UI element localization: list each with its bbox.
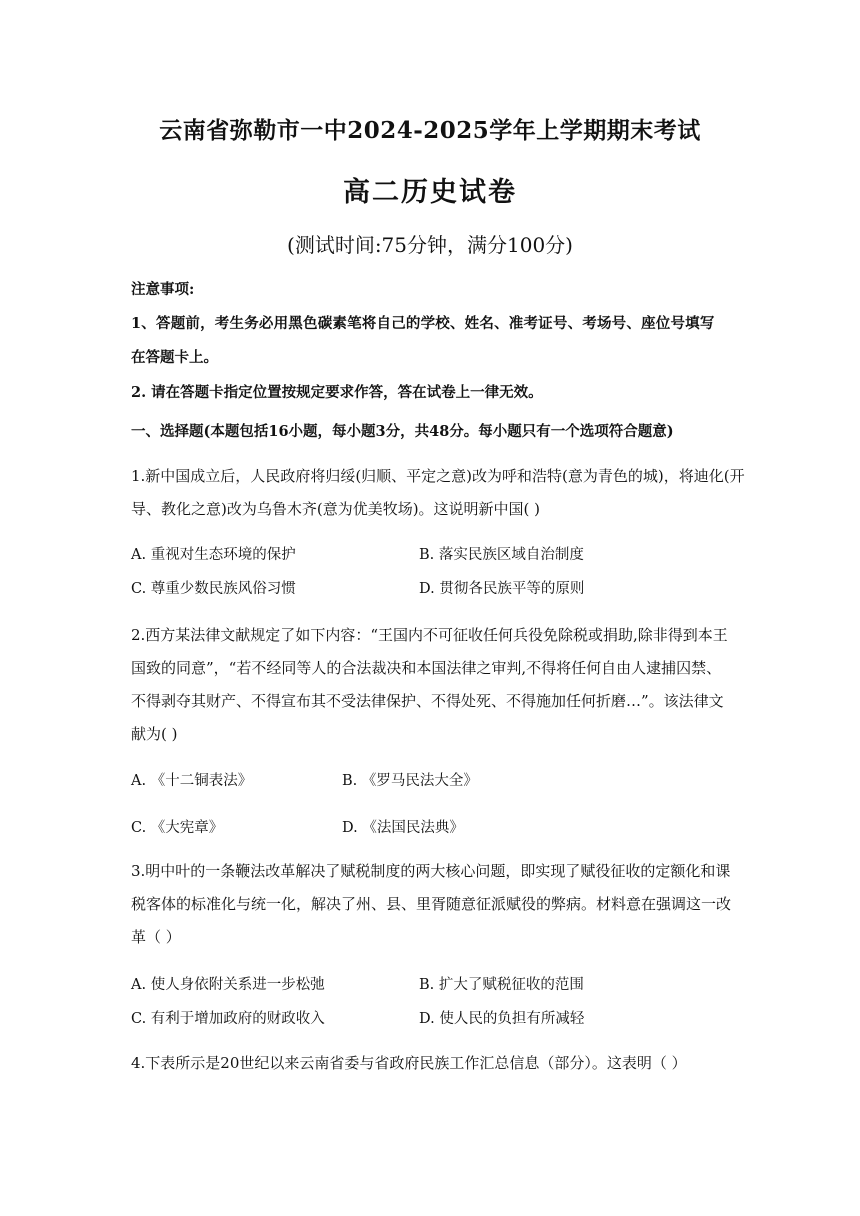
exam-subtitle: 高二历史试卷 — [343, 177, 517, 208]
question-1-option-a: A. 重视对生态环境的保护 — [131, 547, 296, 563]
notice-item-2: 2. 请在答题卡指定位置按规定要求作答，答在试卷上一律无效。 — [131, 384, 543, 401]
question-2-line-1: 2.西方某法律文献规定了如下内容：“王国内不可征收任何兵役免除税或捐助,除非得到本王 — [131, 626, 728, 644]
question-2-option-c: C. 《大宪章》 — [131, 820, 224, 836]
notice-item-1-line-1: 1、答题前，考生务必用黑色碳素笔将自己的学校、姓名、准考证号、考场号、座位号填写 — [131, 315, 715, 332]
exam-time-note: (测试时间:75分钟，满分100分) — [287, 233, 573, 257]
question-3-option-c: C. 有利于增加政府的财政收入 — [131, 1011, 325, 1027]
question-3-option-a: A. 使人身依附关系进一步松弛 — [131, 977, 325, 993]
question-1-option-b: B. 落实民族区域自治制度 — [419, 547, 584, 563]
question-4-line-1: 4.下表所示是20世纪以来云南省委与省政府民族工作汇总信息（部分）。这表明（ ） — [131, 1054, 687, 1072]
question-1-option-c: C. 尊重少数民族风俗习惯 — [131, 581, 296, 597]
question-2-line-2: 国致的同意”，“若不经同等人的合法裁决和本国法律之审判,不得将任何自由人逮捕囚禁、 — [131, 659, 722, 677]
question-1-line-1: 1.新中国成立后，人民政府将归绥(归顺、平定之意)改为呼和浩特(意为青色的城)，将迪化(开 — [131, 467, 745, 485]
question-1-line-2: 导、教化之意)改为乌鲁木齐(意为优美牧场)。这说明新中国( ) — [131, 500, 541, 518]
section-heading: 一、选择题(本题包括16小题，每小题3分，共48分。每小题只有一个选项符合题意) — [131, 423, 674, 440]
notice-heading: 注意事项: — [131, 281, 195, 298]
question-3-line-2: 税客体的标准化与统一化，解决了州、县、里胥随意征派赋役的弊病。材料意在强调这一改 — [131, 895, 732, 913]
question-3-option-d: D. 使人民的负担有所减轻 — [419, 1011, 585, 1027]
question-2-option-a: A. 《十二铜表法》 — [131, 773, 253, 789]
exam-title: 云南省弥勒市一中2024-2025学年上学期期末考试 — [159, 117, 701, 144]
question-3-line-1: 3.明中叶的一条鞭法改革解决了赋税制度的两大核心问题，即实现了赋役征收的定额化和课 — [131, 862, 731, 880]
question-1-option-d: D. 贯彻各民族平等的原则 — [419, 581, 585, 597]
question-2-line-3: 不得剥夺其财产、不得宣布其不受法律保护、不得处死、不得施加任何折磨…”。该法律文 — [131, 692, 724, 710]
question-3-line-3: 革（ ） — [131, 928, 181, 946]
question-2-option-b: B. 《罗马民法大全》 — [342, 773, 478, 789]
question-3-option-b: B. 扩大了赋税征收的范围 — [419, 977, 584, 993]
question-2-option-d: D. 《法国民法典》 — [342, 820, 464, 836]
question-2-line-4: 献为( ) — [131, 725, 178, 743]
notice-item-1-line-2: 在答题卡上。 — [131, 349, 218, 366]
